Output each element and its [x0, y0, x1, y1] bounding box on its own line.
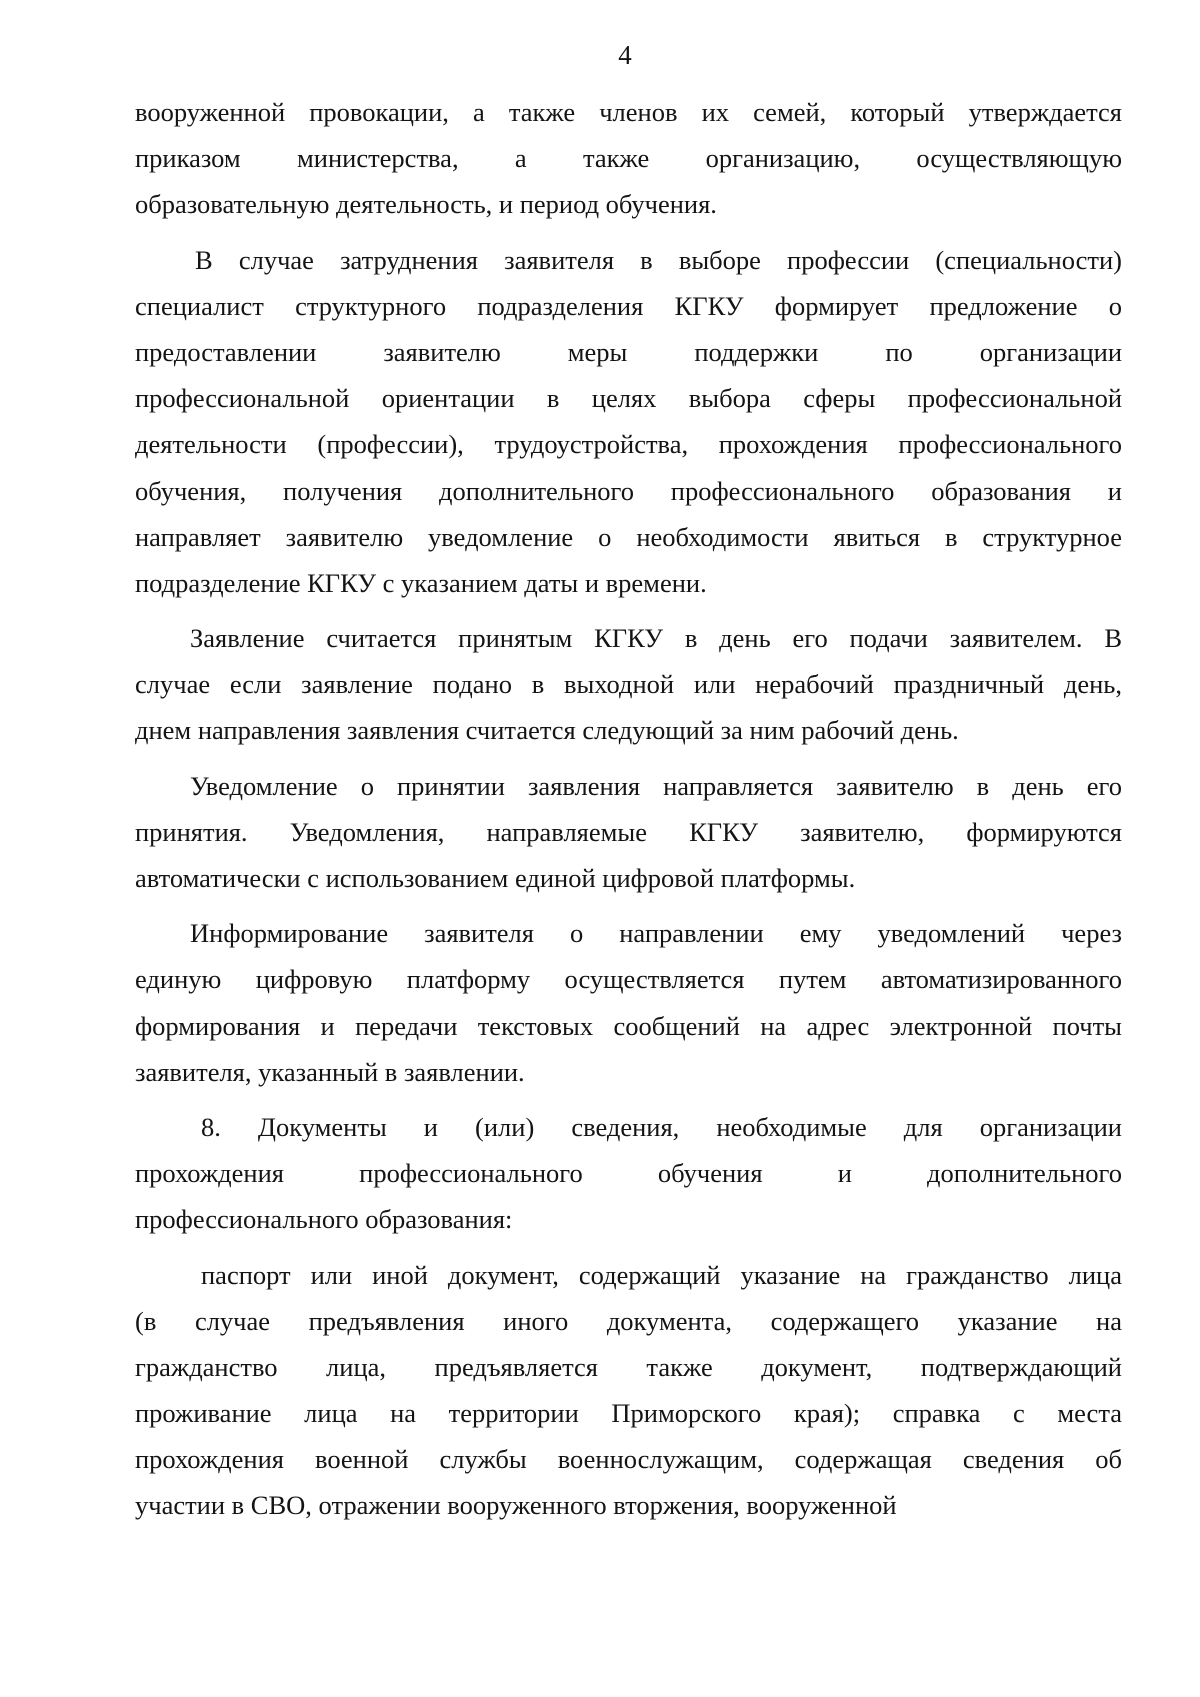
paragraph — [135, 910, 1122, 1095]
text-line: заявителя, указанный в заявлении. — [135, 1056, 525, 1087]
text-line: предоставлении заявителю меры поддержки по организации — [135, 336, 1122, 367]
page-number: 4 — [618, 40, 632, 70]
text-line: паспорт или иной документ, содержащий указание на гражданство лица — [201, 1259, 1122, 1290]
document-body — [135, 89, 1122, 1529]
paragraph — [135, 763, 1122, 902]
text-line: прохождения профессионального обучения и дополнительного — [135, 1158, 1122, 1189]
text-line: обучения, получения дополнительного профессионального образования и — [135, 475, 1122, 506]
text-line: вооруженной провокации, а также членов их семей, который утверждается — [135, 97, 1122, 127]
text-line: образовательную деятельность, и период обучения. — [135, 189, 717, 220]
text-line: случае если заявление подано в выходной или нерабочий праздничный день, — [135, 669, 1122, 700]
text-line: единую цифровую платформу осуществляется путем автоматизированного — [135, 964, 1122, 995]
text-line: автоматически с использованием единой цифровой платформы. — [135, 863, 856, 893]
text-line: деятельности (профессии), трудоустройства, прохождения профессионального — [135, 429, 1122, 460]
text-line: днем направления заявления считается следующий за ним рабочий день. — [135, 715, 959, 746]
text-line: прохождения военной службы военнослужащим, содержащая сведения об — [135, 1444, 1122, 1475]
text-line: подразделение КГКУ с указанием даты и времени. — [135, 567, 707, 598]
text-line: (в случае предъявления иного документа, содержащего указание на — [135, 1305, 1122, 1336]
text-line: формирования и передачи текстовых сообщений на адрес электронной почты — [135, 1010, 1122, 1041]
text-line: Уведомление о принятии заявления направляется заявителю в день его — [190, 770, 1122, 801]
text-line: направляет заявителю уведомление о необходимости явиться в структурное — [135, 521, 1122, 552]
text-line: приказом министерства, а также организацию, осуществляющую — [135, 143, 1122, 174]
text-line: Заявление считается принятым КГКУ в день его подачи заявителем. В — [190, 623, 1122, 654]
paragraph — [135, 89, 1122, 228]
text-line: профессионального образования: — [135, 1204, 513, 1235]
text-line: участии в СВО, отражении вооруженного вторжения, вооруженной — [135, 1490, 897, 1521]
paragraph — [135, 615, 1122, 754]
paragraph — [135, 1104, 1122, 1243]
text-line: профессиональной ориентации в целях выбора сферы профессиональной — [135, 383, 1122, 414]
text-line: специалист структурного подразделения КГКУ формирует предложение о — [135, 290, 1122, 321]
text-line: гражданство лица, предъявляется также документ, подтверждающий — [135, 1351, 1122, 1382]
text-line: принятия. Уведомления, направляемые КГКУ заявителю, формируются — [135, 816, 1122, 847]
paragraph — [135, 237, 1122, 607]
text-line: 8. Документы и (или) сведения, необходимые для организации — [201, 1111, 1122, 1142]
paragraph — [135, 1252, 1122, 1529]
text-line: проживание лица на территории Приморского края); справка с места — [135, 1398, 1122, 1429]
text-line: Информирование заявителя о направлении ему уведомлений через — [190, 918, 1122, 949]
text-line: В случае затруднения заявителя в выборе профессии (специальности) — [195, 244, 1122, 275]
